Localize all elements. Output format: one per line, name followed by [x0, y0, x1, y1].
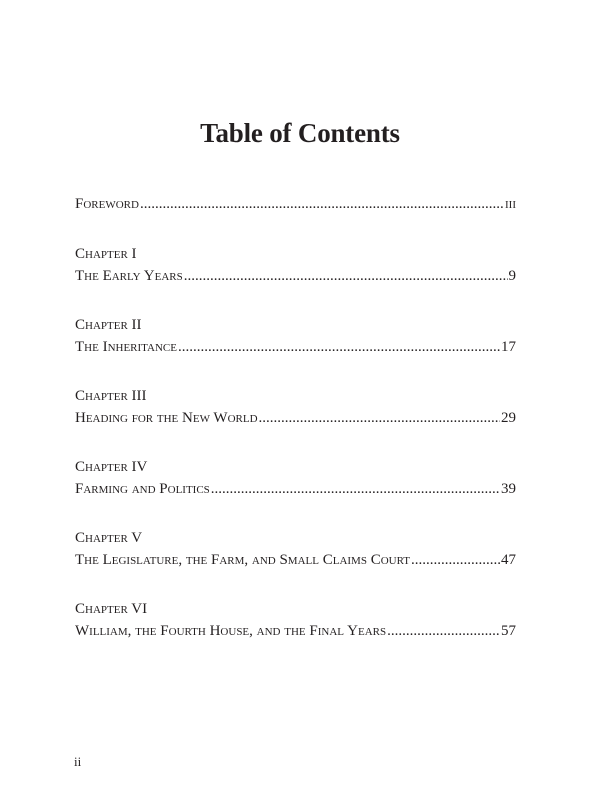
toc-line — [75, 549, 516, 571]
chapter-number: Chapter III — [75, 388, 147, 404]
chapter-number: Chapter V — [75, 530, 143, 546]
chapter-title: The Inheritance — [75, 339, 177, 355]
dot-leader — [184, 265, 508, 287]
toc-entry-chapter-2 — [75, 314, 516, 358]
page-number: 39 — [501, 481, 516, 497]
toc-line — [75, 265, 516, 287]
toc-line — [75, 336, 516, 358]
chapter-number: Chapter I — [75, 246, 137, 262]
toc-entry-chapter-5 — [75, 527, 516, 571]
toc-line — [75, 407, 516, 429]
dot-leader — [211, 478, 500, 500]
page-number: 9 — [508, 268, 516, 284]
page-number: 17 — [501, 339, 516, 355]
toc-entry-chapter-1 — [75, 243, 516, 287]
toc-line — [75, 620, 516, 642]
chapter-title: The Early Years — [75, 268, 183, 284]
chapter-title: William, the Fourth House, and the Final Years — [75, 623, 387, 639]
toc-entry-foreword — [75, 193, 516, 215]
toc-entry-chapter-4 — [75, 456, 516, 500]
page-number: 29 — [501, 410, 516, 426]
chapter-title: The Legislature, the Farm, and Small Claims Court — [75, 552, 410, 568]
table-of-contents — [75, 193, 516, 669]
page-number: 47 — [501, 552, 516, 568]
page-folio: ii — [74, 754, 82, 769]
dot-leader — [387, 620, 500, 642]
toc-line — [75, 478, 516, 500]
chapter-number: Chapter IV — [75, 459, 148, 475]
page-number: 57 — [501, 623, 516, 639]
toc-entry-chapter-3 — [75, 385, 516, 429]
dot-leader — [140, 193, 504, 215]
entry-title: Foreword — [75, 196, 139, 212]
chapter-number: Chapter VI — [75, 601, 148, 617]
chapter-title: Farming and Politics — [75, 481, 210, 497]
dot-leader — [259, 407, 500, 429]
chapter-title: Heading for the New World — [75, 410, 258, 426]
page-title: Table of Contents — [200, 118, 400, 148]
dot-leader — [411, 549, 500, 571]
chapter-number: Chapter II — [75, 317, 142, 333]
dot-leader — [178, 336, 500, 358]
page-number: iii — [505, 196, 516, 212]
toc-line — [75, 193, 516, 215]
toc-entry-chapter-6 — [75, 598, 516, 642]
